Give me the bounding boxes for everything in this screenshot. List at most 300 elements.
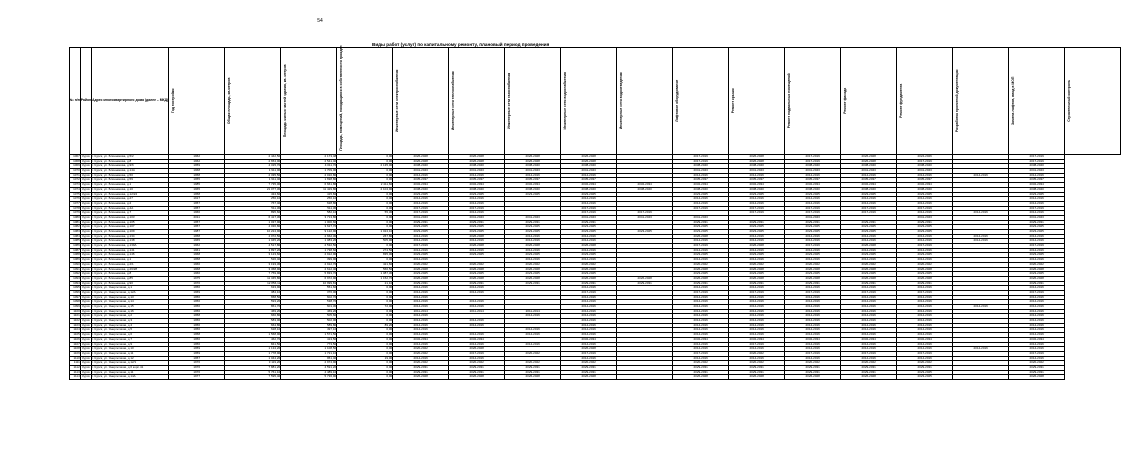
table-cell: 2014-2016	[673, 248, 729, 253]
table-cell: 2014-2016	[729, 239, 785, 244]
table-cell: Курск	[82, 355, 90, 360]
table-cell: 2026-2028	[449, 155, 505, 160]
table-cell: 511,30	[281, 206, 337, 211]
table-cell: 2029-2031	[1009, 370, 1065, 375]
table-cell: 2038-2040	[729, 187, 785, 192]
table-cell: 2035-2037	[897, 178, 953, 183]
table-cell: 2026-2028	[449, 347, 505, 352]
table-cell: 1959	[169, 351, 225, 356]
table-cell: 2014-2016	[729, 300, 785, 305]
table-cell: г. Курск, ул. Энергетиков, д.2	[92, 314, 169, 319]
table-cell: 2014-2016	[393, 234, 449, 239]
table-cell: 3 193,30	[225, 262, 281, 267]
table-cell: 1 108,50	[281, 347, 337, 352]
table-cell: 2 442,50	[225, 155, 281, 160]
table-cell: 2026-2028	[1009, 375, 1065, 380]
table-cell: 1106	[70, 337, 81, 342]
table-cell: 2035-2037	[785, 178, 841, 183]
table-cell: 2029-2031	[785, 365, 841, 370]
table-cell: 1956	[169, 295, 225, 300]
table-cell: 2014-2016	[561, 314, 617, 319]
table-cell: 2023-2025	[729, 230, 785, 235]
table-cell: 2014-2016	[673, 239, 729, 244]
table-cell: 2014-2016	[561, 258, 617, 263]
table-cell: г. Курск, ул. Блинникова, д.2	[92, 201, 169, 206]
table-cell: г. Курск, ул. Блинникова, д.5/2	[92, 155, 169, 160]
table-cell: 2023-2025	[449, 230, 505, 235]
table-cell: Курск	[82, 369, 90, 374]
col-work-1: Инженерные сети теплоснабжения	[449, 48, 505, 155]
table-cell: 2026-2028	[673, 375, 729, 380]
table-cell: 2023-2025	[841, 192, 897, 197]
table-cell: 5 736,90	[281, 375, 337, 380]
table-cell: 2035-2037	[1009, 178, 1065, 183]
table-cell: 2017-2019	[729, 211, 785, 216]
table-cell: 2032-2034	[673, 337, 729, 342]
table-cell: 2029-2031	[729, 281, 785, 286]
table-cell: 9 122,90	[281, 230, 337, 235]
table-cell: Курск	[82, 243, 90, 248]
table-cell: Курск	[82, 154, 90, 159]
table-cell: 2020-2022	[1009, 361, 1065, 366]
table-cell: 462,70	[225, 337, 281, 342]
table-cell: 583,00	[225, 319, 281, 324]
table-cell: 2041-2043	[561, 215, 617, 220]
table-cell: г. Курск, ул. Блинникова, д.59	[92, 178, 169, 183]
table-cell: 2023-2025	[393, 230, 449, 235]
table-cell: 1 897,20	[225, 248, 281, 253]
table-cell: 2029-2031	[505, 220, 561, 225]
table-cell: 2014-2016	[1009, 286, 1065, 291]
table-cell: 2014-2016	[1009, 309, 1065, 314]
table-cell: 2032-2034	[785, 337, 841, 342]
table-cell: 2038-2040	[393, 164, 449, 169]
table-cell: г. Курск, ул. Энергетиков, д.5	[92, 328, 169, 333]
table-cell: 2038-2040	[897, 164, 953, 169]
table-cell: 2017-2019	[561, 351, 617, 356]
table-cell: 1113	[70, 370, 81, 375]
table-cell: 2017-2019	[841, 206, 897, 211]
table-cell: Курск	[82, 360, 90, 365]
table-cell: 1 024,10	[337, 230, 393, 235]
table-cell: 2 411,60	[337, 183, 393, 188]
table-cell: 2014-2016	[561, 234, 617, 239]
table-cell: 2014-2016	[1009, 295, 1065, 300]
table-cell: 2020-2022	[897, 361, 953, 366]
table-cell: 2041-2043	[897, 215, 953, 220]
table-cell: г. Курск, ул. Энергетиков, д.12	[92, 356, 169, 361]
table-cell: 1 045,20	[225, 239, 281, 244]
table-cell: 2038-2040	[1009, 187, 1065, 192]
table-cell: г. Курск, ул. Блинникова, д.1	[92, 183, 169, 188]
table-cell: Курск	[82, 182, 90, 187]
table-cell: 1085	[70, 239, 81, 244]
table-cell: 2020-2022	[393, 347, 449, 352]
table-cell: 2026-2028	[393, 155, 449, 160]
table-cell: 2 912,90	[281, 253, 337, 258]
table-cell: 2014-2016	[785, 309, 841, 314]
table-cell: 2026-2028	[897, 267, 953, 272]
table-cell: 2014-2016	[673, 173, 729, 178]
table-cell: 2014-2016	[1009, 347, 1065, 352]
table-cell: г. Курск, ул. Блинникова, д.27	[92, 197, 169, 202]
table-cell: Курск	[82, 266, 90, 271]
table-cell: 2014-2016	[841, 234, 897, 239]
table-cell: 2023-2025	[393, 253, 449, 258]
table-cell: 2014-2016	[393, 314, 449, 319]
table-cell: 2026-2028	[785, 276, 841, 281]
table-cell: 2014-2016	[841, 328, 897, 333]
table-cell: 1985	[169, 183, 225, 188]
table-cell: 2014-2016	[449, 300, 505, 305]
table-cell: Курск	[82, 285, 90, 290]
table-cell: 2017-2019	[673, 159, 729, 164]
table-cell: 2032-2034	[729, 183, 785, 188]
table-cell: 2014-2016	[561, 239, 617, 244]
header-row	[70, 48, 1121, 155]
table-cell: 2023-2025	[897, 192, 953, 197]
table-cell: 628,80	[281, 201, 337, 206]
table-cell: 2014-2016	[841, 258, 897, 263]
table-cell: 2014-2016	[841, 173, 897, 178]
col-work-8: Ремонт фасада	[841, 48, 897, 155]
table-cell: 2029-2031	[449, 365, 505, 370]
table-cell: 2017-2019	[393, 206, 449, 211]
table-cell: Курск	[82, 229, 90, 234]
table-cell: Курск	[82, 271, 90, 276]
table-cell: 2014-2016	[449, 173, 505, 178]
table-cell: г. Курск, ул. Блинникова, д.4А	[92, 206, 169, 211]
table-cell: 1976	[169, 365, 225, 370]
table-cell: Курск	[82, 294, 90, 299]
table-cell: 2014-2016	[953, 305, 1009, 310]
table-cell: 628,10	[225, 328, 281, 333]
table-cell: 3 713,80	[281, 215, 337, 220]
table-cell: 2014-2016	[1009, 314, 1065, 319]
table-cell: 1957	[169, 225, 225, 230]
table-cell: 2017-2019	[785, 206, 841, 211]
table-cell: 2 974,90	[281, 361, 337, 366]
table-cell: 12 856,11	[225, 281, 281, 286]
table-cell: Курск	[82, 252, 90, 257]
table-cell: Курск	[82, 247, 90, 252]
table-cell: 0,00	[337, 258, 393, 263]
table-cell: 10 999,81	[281, 281, 337, 286]
table-cell: 2014-2016	[729, 197, 785, 202]
table-cell: 2014-2016	[729, 319, 785, 324]
table-cell: Курск	[82, 346, 90, 351]
table-cell: 2017-2019	[785, 244, 841, 249]
table-cell: Курск	[82, 332, 90, 337]
table-cell: 2023-2025	[393, 192, 449, 197]
table-cell: 2017-2019	[785, 155, 841, 160]
table-cell: 951,40	[281, 356, 337, 361]
table-cell: 1073	[70, 183, 81, 188]
table-cell: 2024-2026	[897, 155, 953, 160]
table-cell: г. Курск, ул. Блинникова, д.9/6	[92, 164, 169, 169]
table-cell: 2014-2016	[561, 305, 617, 310]
table-cell: 2017-2019	[1009, 159, 1065, 164]
table-cell: 2026-2028	[841, 159, 897, 164]
table-cell: 2023-2025	[673, 225, 729, 230]
table-cell: 2029-2031	[841, 365, 897, 370]
table-cell: 2014-2016	[561, 333, 617, 338]
table-cell: 2014-2016	[841, 305, 897, 310]
table-cell: г. Курск, ул. Блинникова, д.139А	[92, 244, 169, 249]
table-cell: 0,00	[337, 309, 393, 314]
table-cell: 0,00	[337, 295, 393, 300]
table-cell: 1104	[70, 328, 81, 333]
table-cell: 2026-2028	[505, 159, 561, 164]
table-cell: 2023-2025	[673, 192, 729, 197]
table-cell: 2014-2016	[729, 323, 785, 328]
table-cell: 2023-2025	[561, 192, 617, 197]
table-cell: 1958	[169, 258, 225, 263]
table-cell: 1067	[70, 155, 81, 160]
table-cell: 2023-2025	[1009, 272, 1065, 277]
table-cell: 497,10	[281, 328, 337, 333]
table-cell: 1 721,10	[281, 351, 337, 356]
table-cell: 0,00	[337, 365, 393, 370]
table-cell: 7 759,90	[225, 272, 281, 277]
table-cell: 415,82	[281, 192, 337, 197]
table-cell: 1 037,90	[225, 220, 281, 225]
table-cell: 2026-2028	[1009, 276, 1065, 281]
table-cell: 1 911,40	[225, 178, 281, 183]
table-row	[70, 375, 1121, 380]
table-cell: 2023-2025	[729, 225, 785, 230]
table-cell: 2026-2028	[561, 159, 617, 164]
table-cell: 2020-2022	[841, 361, 897, 366]
table-cell: Курск	[82, 336, 90, 341]
table-cell: 4 517,80	[225, 244, 281, 249]
table-body	[70, 155, 1121, 380]
table-cell: Курск	[82, 177, 90, 182]
table-cell: 256,10	[281, 197, 337, 202]
table-cell: 0,00	[337, 375, 393, 380]
table-cell: 2026-2028	[561, 155, 617, 160]
table-cell: 2038-2040	[841, 164, 897, 169]
table-cell: 2014-2016	[449, 319, 505, 324]
table-cell: 2014-2016	[393, 328, 449, 333]
table-cell: 2014-2016	[505, 342, 561, 347]
table-cell: 502,00	[281, 319, 337, 324]
table-cell: 2029-2031	[785, 281, 841, 286]
table-cell: 2014-2016	[897, 314, 953, 319]
table-cell: 2014-2016	[393, 323, 449, 328]
table-cell: 2014-2016	[785, 201, 841, 206]
table-cell: 2014-2016	[1009, 173, 1065, 178]
table-cell: 2026-2028	[505, 244, 561, 249]
table-cell: 2017-2019	[1009, 290, 1065, 295]
table-cell: 6 661,86	[281, 183, 337, 188]
table-cell: 2041-2043	[505, 169, 561, 174]
table-cell: 666,80	[225, 314, 281, 319]
table-cell: 2014-2016	[841, 248, 897, 253]
table-cell: Курск	[82, 304, 90, 309]
table-cell: 0,00	[337, 370, 393, 375]
table-cell: г. Курск, ул. Энергетиков, д.3	[92, 319, 169, 324]
table-cell: 2023-2025	[505, 253, 561, 258]
table-cell: 2017-2019	[1009, 206, 1065, 211]
table-cell: 2017-2019	[897, 290, 953, 295]
table-cell: 2014-2016	[1009, 328, 1065, 333]
table-cell: 7 595,40	[225, 375, 281, 380]
table-cell: 2026-2028	[841, 276, 897, 281]
table-cell: 2017-2019	[673, 290, 729, 295]
table-cell: 0,00	[337, 333, 393, 338]
table-cell: 2014-2016	[673, 323, 729, 328]
table-cell: 1095	[70, 286, 81, 291]
table-cell: 2023-2025	[505, 225, 561, 230]
table-cell: 0,00	[337, 192, 393, 197]
col-work-2: Инженерные сети газоснабжения	[505, 48, 561, 155]
table-cell: 1956	[169, 309, 225, 314]
table-cell: 1076	[70, 197, 81, 202]
table-cell: 2014-2016	[673, 328, 729, 333]
table-cell: 2032-2034	[449, 337, 505, 342]
table-cell: 1103	[70, 323, 81, 328]
table-cell: 2014-2016	[673, 258, 729, 263]
table-cell: 1068	[70, 159, 81, 164]
table-cell: 0,00	[337, 300, 393, 305]
table-cell: 2014-2016	[841, 201, 897, 206]
col-address: Адрес многоквартирного дома (далее – МКД)	[92, 48, 169, 155]
table-cell: 1956	[169, 342, 225, 347]
table-cell: 2014-2016	[393, 173, 449, 178]
table-cell: 2014-2016	[785, 248, 841, 253]
table-cell: 4 315,70	[225, 164, 281, 169]
table-cell: 2038-2040	[673, 164, 729, 169]
table-cell: 2014-2016	[841, 300, 897, 305]
table-cell: 2011	[169, 215, 225, 220]
col-area-total: Общая площадь, кв.метров	[225, 48, 281, 155]
table-cell: 841,50	[225, 342, 281, 347]
table-cell: 2026-2028	[449, 375, 505, 380]
table-cell: 2014-2016	[673, 347, 729, 352]
table-cell: 2026-2028	[561, 347, 617, 352]
table-cell: Курск	[82, 205, 90, 210]
table-cell: г. Курск, ул. Энергетиков, д.13	[92, 295, 169, 300]
table-cell: 1958	[169, 333, 225, 338]
table-cell: 2014-2016	[1009, 211, 1065, 216]
table-cell: 2014-2016	[561, 201, 617, 206]
table-cell: 2032-2034	[505, 183, 561, 188]
table-cell: 2014-2016	[785, 173, 841, 178]
col-work-5: Лифтовое оборудование	[673, 48, 729, 155]
table-cell: 2032-2034	[561, 183, 617, 188]
table-cell: 4 072,50	[225, 234, 281, 239]
col-work-6: Ремонт крыши	[729, 48, 785, 155]
table-cell: 2014-2016	[729, 309, 785, 314]
table-cell: 2014-2016	[393, 295, 449, 300]
table-cell: 2014-2016	[393, 239, 449, 244]
table-cell: 2017-2019	[785, 351, 841, 356]
table-cell: Курск	[82, 219, 90, 224]
table-cell: 1 911,00	[225, 169, 281, 174]
table-cell: 2023-2025	[897, 375, 953, 380]
table-cell: 2032-2034	[393, 337, 449, 342]
table-cell: 1968	[169, 253, 225, 258]
table-cell: 1977	[169, 375, 225, 380]
col-num: № п/п	[70, 48, 81, 155]
table-cell: 2020-2022	[729, 262, 785, 267]
table-cell: 2014-2016	[897, 305, 953, 310]
table-cell: 2014-2016	[785, 305, 841, 310]
table-cell: 2014-2016	[393, 342, 449, 347]
table-cell: 1099	[70, 305, 81, 310]
table-cell: 2 541,40	[281, 159, 337, 164]
table-cell: 2023-2025	[449, 225, 505, 230]
table-cell: 2029-2031	[1009, 220, 1065, 225]
table-cell: 2014-2016	[449, 197, 505, 202]
table-cell: 2029-2031	[449, 281, 505, 286]
table-cell: 2038-2040	[729, 164, 785, 169]
table-cell: г. Курск, ул. Блинникова, д.134	[92, 234, 169, 239]
table-cell: 2020-2022	[505, 351, 561, 356]
table-cell: 2020-2022	[897, 262, 953, 267]
table-cell: 2029-2031	[505, 281, 561, 286]
table-cell: 2014-2016	[561, 323, 617, 328]
table-cell: 2023-2025	[897, 253, 953, 258]
table-cell: 2014-2016	[393, 290, 449, 295]
table-cell: 2023-2025	[449, 192, 505, 197]
table-cell: 2026-2028	[785, 267, 841, 272]
table-cell: 2014-2016	[673, 333, 729, 338]
table-cell: 0,00	[337, 361, 393, 366]
table-cell: 2017-2019	[729, 342, 785, 347]
table-cell: 2014-2016	[729, 305, 785, 310]
table-cell: 2038-2040	[617, 187, 673, 192]
table-cell: г. Курск, ул. Энергетиков, д.1	[92, 286, 169, 291]
table-cell: 2029-2031	[785, 370, 841, 375]
table-cell: 274,50	[337, 248, 393, 253]
table-cell: Курск	[82, 196, 90, 201]
table-cell: 2041-2043	[673, 215, 729, 220]
table-cell: 1097	[70, 295, 81, 300]
table-cell: 2026-2028	[561, 267, 617, 272]
table-cell: 2029-2031	[393, 365, 449, 370]
table-cell: 1089	[70, 258, 81, 263]
table-cell: г. Курск, ул. Блинникова, д.109	[92, 230, 169, 235]
table-cell: 2014-2016	[505, 258, 561, 263]
table-cell: 1083	[70, 230, 81, 235]
table-cell: 2014-2016	[729, 333, 785, 338]
table-cell: 2014-2016	[449, 286, 505, 291]
table-cell: 2 662,30	[281, 234, 337, 239]
table-cell: г. Курск, ул. Блинникова, д.10	[92, 187, 169, 192]
table-cell: 1 738,60	[281, 248, 337, 253]
table-cell: 0,00	[337, 201, 393, 206]
table-cell: 2038-2040	[561, 187, 617, 192]
table-cell: 2026-2028	[449, 276, 505, 281]
table-cell: 1084	[70, 234, 81, 239]
table-cell: 1 083,20	[281, 239, 337, 244]
table-cell: 0,00	[337, 290, 393, 295]
table-cell: 566,50	[337, 267, 393, 272]
table-cell: г. Курск, ул. Блинникова, д.105	[92, 220, 169, 225]
table-cell: г. Курск, ул. Энергетиков, д.14А	[92, 375, 169, 380]
table-cell: 2038-2040	[505, 164, 561, 169]
table-cell: 2014-2016	[561, 328, 617, 333]
table-cell: 3 119,20	[225, 361, 281, 366]
table-cell: 0,00	[337, 225, 393, 230]
table-cell: 2014-2016	[1009, 300, 1065, 305]
works-group-title: Виды работ (услуг) по капитальному ремонту, плановый период проведения	[372, 42, 550, 47]
table-cell: 2026-2028	[393, 267, 449, 272]
table-cell: 2032-2034	[617, 183, 673, 188]
table-cell: 6 417,30	[225, 215, 281, 220]
